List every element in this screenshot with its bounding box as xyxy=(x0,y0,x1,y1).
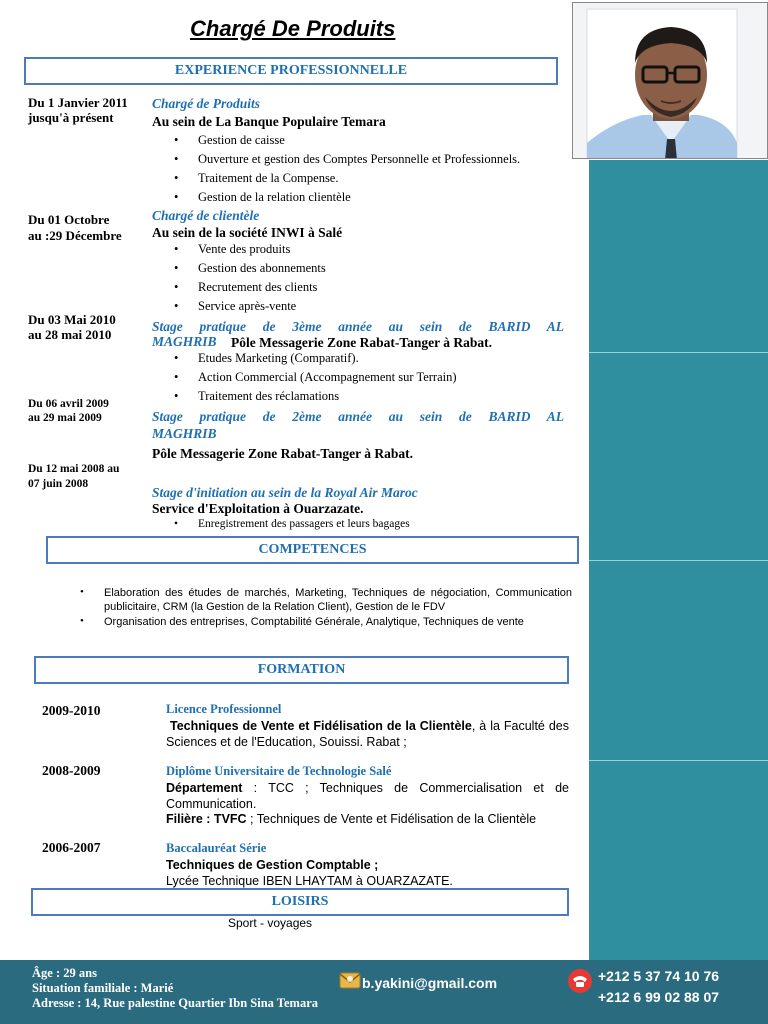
list-item: Elaboration des études de marchés, Marketing, Techniques de négociation, Communication publicitaire, CRM (la Gestion de la Relation Client), Gestion de le FDV xyxy=(104,587,572,613)
experience-date: Du 12 mai 2008 au xyxy=(28,463,120,475)
phone-number[interactable]: +212 5 37 74 10 76 xyxy=(598,968,720,984)
list-item: Organisation des entreprises, Comptabilité Générale, Analytique, Techniques de vente xyxy=(104,616,524,628)
address-text: Adresse : 14, Rue palestine Quartier Ibn Sina Temara xyxy=(32,996,319,1010)
experience-company: Pôle Messagerie Zone Rabat-Tanger à Rabat. xyxy=(152,446,413,461)
mail-icon xyxy=(339,970,361,995)
experience-company: Service d'Exploitation à Ouarzazate. xyxy=(152,501,364,516)
experience-company: Au sein de La Banque Populaire Temara xyxy=(152,114,386,129)
formation-year: 2009-2010 xyxy=(42,703,101,718)
formation-detail: Techniques de Vente et Fidélisation de la Clientèle, à la Faculté des Sciences et de l'Education, Souissi. Rabat ; xyxy=(166,719,569,749)
panel-divider xyxy=(589,352,768,353)
list-item: • Enregistrement des passagers et leurs bagages xyxy=(176,518,388,530)
experience-date: Du 06 avril 2009 xyxy=(28,398,109,410)
age-text: Âge : 29 ans xyxy=(32,966,97,980)
list-item: • Ouverture et gestion des Comptes Personnelle et Professionnels. xyxy=(176,152,498,167)
portrait-photo xyxy=(572,2,768,159)
experience-title: Stage pratique de 2ème année au sein de BARID AL xyxy=(152,409,564,424)
list-item: • Vente des produits xyxy=(176,242,268,257)
hobbies-text: Sport - voyages xyxy=(228,916,313,930)
formation-year: 2006-2007 xyxy=(42,840,101,855)
panel-divider xyxy=(589,560,768,561)
formation-detail: Lycée Technique IBEN LHAYTAM à OUARZAZATE. xyxy=(166,874,453,888)
list-item: • Traitement de la Compense. xyxy=(176,171,317,186)
experience-date: Du 1 Janvier 2011 jusqu'à présent xyxy=(28,95,128,125)
experience-title: Chargé de clientèle xyxy=(152,208,260,223)
experience-title: Chargé de Produits xyxy=(152,96,261,111)
list-item: • Recrutement des clients xyxy=(176,280,295,295)
formation-detail: Département : TCC ; Techniques de Commercialisation et de Communication. xyxy=(166,781,569,811)
experience-date: Du 01 Octobre xyxy=(28,212,110,227)
section-header-formation: FORMATION xyxy=(34,656,569,684)
formation-detail: Techniques de Gestion Comptable ; xyxy=(166,858,379,872)
experience-title: Stage d'initiation au sein de la Royal Air Maroc xyxy=(152,485,418,500)
list-item: • Gestion de la relation clientèle xyxy=(176,190,329,205)
experience-date: au :29 Décembre xyxy=(28,228,122,243)
experience-title: Stage pratique de 3ème année au sein de BARID AL xyxy=(152,319,564,334)
experience-date: 07 juin 2008 xyxy=(28,478,89,490)
phone-icon xyxy=(566,968,594,999)
email-link[interactable]: b.yakini@gmail.com xyxy=(362,975,498,991)
experience-date: Du 03 Mai 2010 xyxy=(28,312,116,327)
list-item: • Gestion des abonnements xyxy=(176,261,304,276)
bullet-icon: • xyxy=(80,615,84,627)
experience-title: MAGHRIB xyxy=(152,334,217,349)
formation-year: 2008-2009 xyxy=(42,763,101,778)
formation-degree: Baccalauréat Série xyxy=(166,841,267,855)
list-item: • Action Commercial (Accompagnement sur Terrain) xyxy=(176,370,435,385)
family-status-text: Situation familiale : Marié xyxy=(32,981,174,995)
experience-title: MAGHRIB xyxy=(152,426,217,441)
formation-degree: Diplôme Universitaire de Technologie Salé xyxy=(166,764,392,778)
list-item: • Gestion de caisse xyxy=(176,133,263,148)
experience-date: au 29 mai 2009 xyxy=(28,412,102,424)
contact-footer xyxy=(0,960,768,1024)
experience-date: au 28 mai 2010 xyxy=(28,327,112,342)
list-item: • Etudes Marketing (Comparatif). xyxy=(176,351,337,366)
list-item: • Traitement des réclamations xyxy=(176,389,317,404)
formation-degree: Licence Professionnel xyxy=(166,702,282,716)
section-header-loisirs: LOISIRS xyxy=(31,888,569,916)
panel-divider xyxy=(589,760,768,761)
phone-number[interactable]: +212 6 99 02 88 07 xyxy=(598,989,720,1005)
formation-detail: Filière : TVFC ; Techniques de Vente et Fidélisation de la Clientèle xyxy=(166,812,537,826)
experience-company: Au sein de la société INWI à Salé xyxy=(152,225,343,240)
page-title: Chargé De Produits xyxy=(190,16,396,41)
bullet-icon: • xyxy=(80,586,84,598)
list-item: • Service après-vente xyxy=(176,299,274,314)
section-header-experience: EXPERIENCE PROFESSIONNELLE xyxy=(24,57,558,85)
section-header-competences: COMPETENCES xyxy=(46,536,579,564)
experience-company: Pôle Messagerie Zone Rabat-Tanger à Rabat. xyxy=(231,335,492,350)
